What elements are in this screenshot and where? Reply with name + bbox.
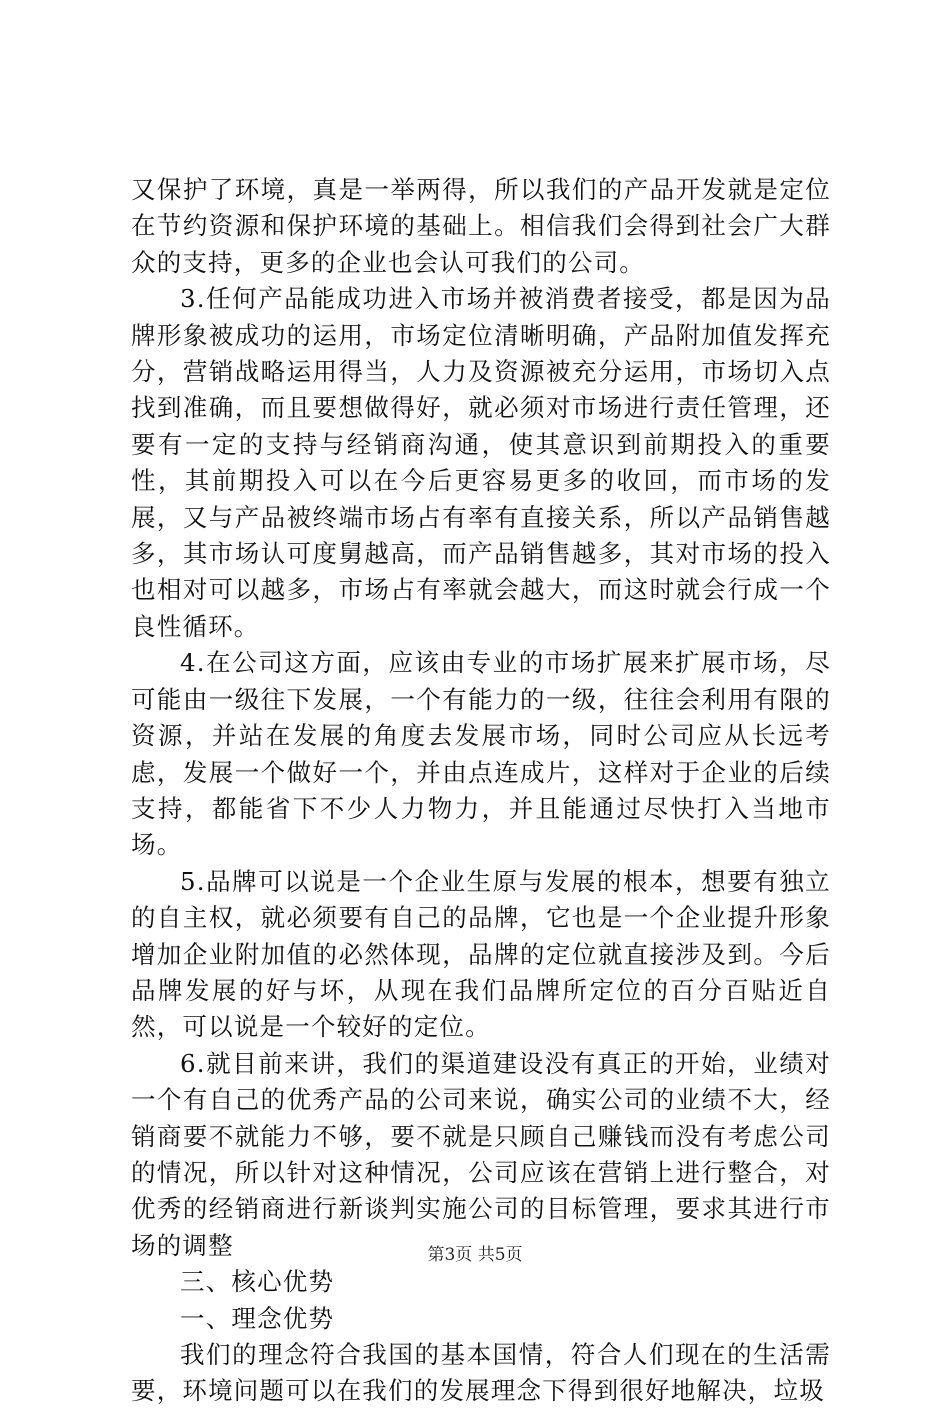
- paragraph-continuation: 又保护了环境，真是一举两得，所以我们的产品开发就是定位在节约资源和保护环境的基础上。相信我们会得到社会广大群众的支持，更多的企业也会认可我们的公司。: [131, 175, 831, 277]
- subsection-heading-concept-advantage: 一、理念优势: [180, 1303, 335, 1333]
- page-footer: 第3页 共5页: [427, 1245, 523, 1265]
- paragraph-item-6: 6.就目前来讲，我们的渠道建设没有真正的开始，业绩对一个有自己的优秀产品的公司来说，确实公司的业绩不大，经销商要不就能力不够，要不就是只顾自己赚钱而没有考虑公司的情况，所以针对这种情况，公司应该在营销上进行整合，对优秀的经销商进行新谈判实施公司的目标管理，要求其进行市场的调整: [131, 1048, 831, 1260]
- document-body: [131, 172, 831, 1410]
- paragraph-item-5: 5.品牌可以说是一个企业生原与发展的根本，想要有独立的自主权，就必须要有自己的品牌，它也是一个企业提升形象增加企业附加值的必然体现，品牌的定位就直接涉及到。今后品牌发展的好与坏，从现在我们品牌所定位的百分百贴近自然，可以说是一个较好的定位。: [131, 866, 831, 1042]
- section-heading-core-advantages: 三、核心优势: [180, 1267, 335, 1297]
- paragraph-concept: 我们的理念符合我国的基本国情，符合人们现在的生活需要，环境问题可以在我们的发展理念下得到很好地解决，垃圾: [131, 1340, 831, 1406]
- paragraph-item-4: 4.在公司这方面，应该由专业的市场扩展来扩展市场，尽可能由一级往下发展，一个有能力的一级，往往会利用有限的资源，并站在发展的角度去发展市场，同时公司应从长远考虑，发展一个做好一个，并由点连成片，这样对于企业的后续支持，都能省下不少人力物力，并且能通过尽快打入当地市场。: [131, 648, 831, 860]
- paragraph-item-3: 3.任何产品能成功进入市场并被消费者接受，都是因为品牌形象被成功的运用，市场定位清晰明确，产品附加值发挥充分，营销战略运用得当，人力及资源被充分运用，市场切入点找到准确，而且要想做得好，就必须对市场进行责任管理，还要有一定的支持与经销商沟通，使其意识到前期投入的重要性，其前期投入可以在今后更容易更多的收回，而市场的发展，又与产品被终端市场占有率有直接关系，所以产品销售越多，其市场认可度舅越高，而产品销售越多，其对市场的投入也相对可以越多，市场占有率就会越大，而这时就会行成一个良性循环。: [131, 284, 831, 641]
